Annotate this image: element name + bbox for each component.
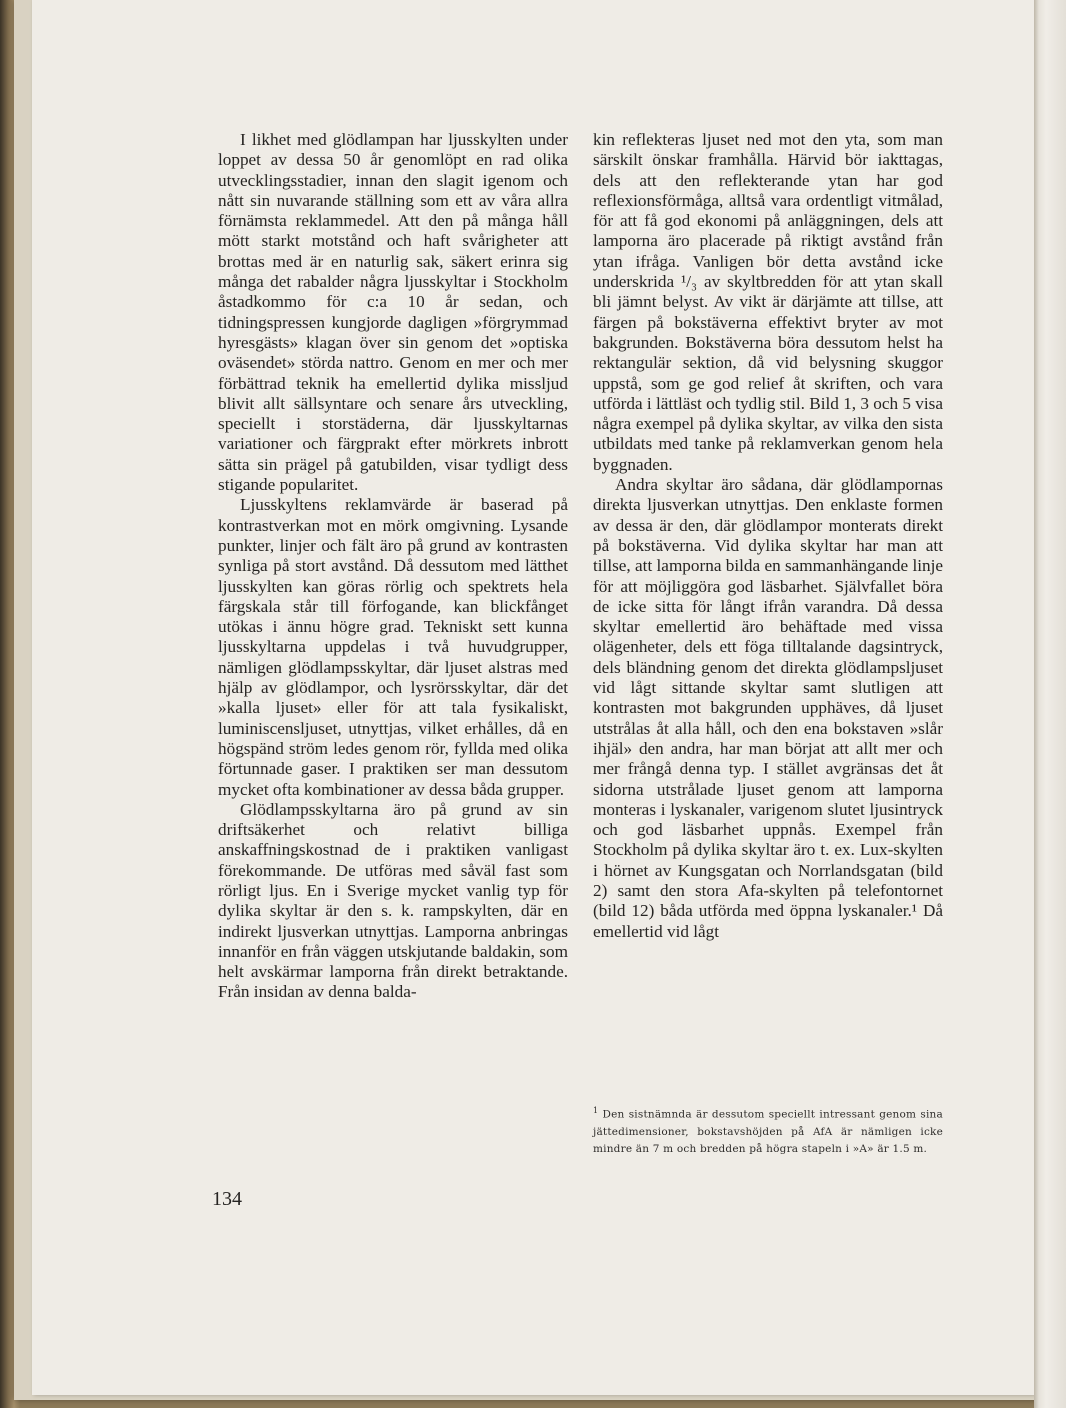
left-paragraph-1: I likhet med glödlampan har ljusskylten under loppet av dessa 50 år genomlöpt en rad olika utvecklingsstadier, innan den slagit igenom och nått sin nuvarande ställning som ett av våra allra förnämsta reklammedel. Att den på många håll mött starkt motstånd och haft svårigheter att brottas med är en naturlig sak, säkert erinra sig många det rabalder några ljusskyltar i Stockholm åstadkommo för c:a 10 år sedan, och tidningspressen kungjorde dagligen »förgrymmad hyresgästs» klagan över sin genom det »optiska oväsendet» störda nattro. Genom en mer och mer förbättrad teknik ha emellertid dylika missljud blivit allt sällsyntare och senare års utveckling, speciellt i storstäderna, där ljusskyltarnas variationer och färgprakt efter mörkrets inbrott sätta sin prägel på gatubilden, visar tydligt dess stigande popularitet. [218, 130, 568, 495]
right-paragraph-1: kin reflekteras ljuset ned mot den yta, som man särskilt önskar framhålla. Härvid bör iakttagas, dels att den reflekterande ytan har god reflexionsförmåga, alltså vara ordentligt vitmålad, för att få god ekonomi på anläggningen, dels att lamporna äro placerade på riktigt avstånd från ytan ifråga. Vanligen bör detta avstånd icke underskrida ¹/₃ av skyltbredden för att ytan skall bli jämnt belyst. Av vikt är därjämte att tillse, att färgen på bokstäverna effektivt bryter av mot bakgrunden. Bokstäverna böra dessutom helst ha rektangulär sektion, då vid belysning skuggor uppstå, som ge god relief åt skriften, och vara utförda i lättläst och tydlig stil. Bild 1, 3 och 5 visa några exempel på dylika skyltar, av vilka den sista utbildats med tanke på reklamverkan genom hela byggnaden. [593, 130, 943, 474]
left-text-column [218, 130, 568, 1003]
left-paragraph-2: Ljusskyltens reklamvärde är baserad på kontrastverkan mot en mörk omgivning. Lysande punkter, linjer och fält äro på grund av kontrasten synliga på stort avstånd. Då dessutom med lätthet ljusskylten kan göras rörlig och spektrets hela färgskala står till förfogande, kan blickfånget utökas i ännu högre grad. Tekniskt sett kunna ljusskyltarna uppdelas i två huvudgrupper, nämligen glödlampsskyltar, där ljuset alstras med hjälp av glödlampor, och lysrörsskyltar, där det »kalla ljuset» eller för att tala fysikaliskt, luminiscensljuset, utnyttjas, vilket erhålles, då en högspänd ström ledes genom rör, fyllda med olika förtunnade gaser. I praktiken ser man dessutom mycket ofta kombinationer av dessa båda grupper. [218, 495, 568, 799]
page-number: 134 [212, 1188, 242, 1210]
left-paragraph-3: Glödlampsskyltarna äro på grund av sin driftsäkerhet och relativt billiga anskaffningskostnad de i praktiken vanligast förekommande. De utföras med såväl fast som rörligt ljus. En i Sverige mycket vanlig typ för dylika skyltar är den s. k. rampskylten, där en indirekt ljusverkan utnyttjas. Lamporna anbringas innanför en från väggen utskjutande baldakin, som helt avskärmar lamporna från direkt betraktande. Från insidan av denna balda- [218, 799, 568, 1002]
right-paragraph-2: Andra skyltar äro sådana, där glödlampornas direkta ljusverkan utnyttjas. Den enklaste formen av dessa är den, där glödlampor monterats direkt på bokstäverna. Vid dylika skyltar har man att tillse, att lamporna bilda en sammanhängande linje för att möjliggöra god läsbarhet. Självfallet böra de icke sitta för långt ifrån varandra. Då dessa skyltar emellertid äro behäftade med vissa olägenheter, dels ett föga tilltalande dagsintryck, dels bländning genom det direkta glödlampsljuset vid lågt sittande skyltar samt slutligen att kontrasten mot bakgrunden upphäves, då ljuset utstrålas åt alla håll, och den ena bokstaven »slår ihjäl» den andra, har man börjat att allt mer och mer frångå denna typ. I stället avgränsas det åt sidorna utstrålade ljuset genom att lamporna monteras i lyskanaler, varigenom slutet ljusintryck och god läsbarhet uppnås. Exempel från Stockholm på dylika skyltar äro t. ex. Lux-skylten i hörnet av Kungsgatan och Norrlandsgatan (bild 2) samt den stora Afa-skylten på telefontornet (bild 12) båda utförda med öppna lyskanaler.¹ Då emellertid vid lågt [593, 475, 943, 941]
next-page-edge [1034, 0, 1066, 1408]
footnote [593, 1102, 943, 1158]
right-text-column [593, 130, 943, 942]
footnote-marker: 1 [593, 1106, 599, 1115]
footnote-text: Den sistnämnda är dessutom speciellt intressant genom sina jättedimensioner, bokstavshöjden på AfA är nämligen icke mindre än 7 m och bredden på högra stapeln i »A» är 1.5 m. [593, 1108, 943, 1155]
